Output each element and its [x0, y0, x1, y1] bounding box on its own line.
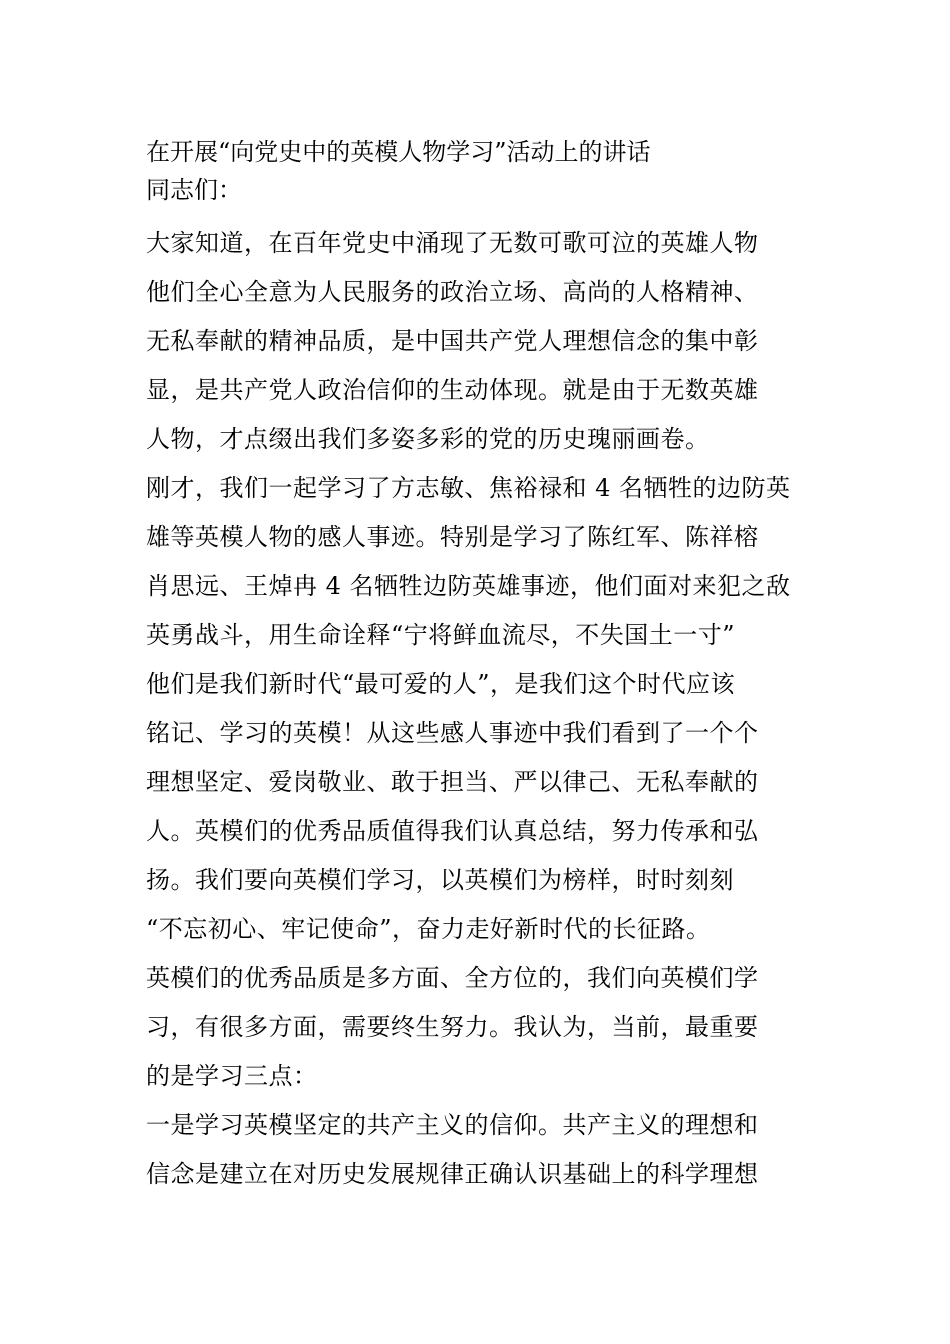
- text-line: 他们是我们新时代“最可爱的人”，是我们这个时代应该: [146, 670, 736, 698]
- paragraph-1: [146, 219, 806, 464]
- paragraph-2: [146, 464, 806, 954]
- text-line: 信念是建立在对历史发展规律正确认识基础上的科学理想: [146, 1160, 759, 1188]
- text-line: 英勇战斗，用生命诠释“宁将鲜血流尽，不失国土一寸”: [146, 621, 736, 649]
- text-line: 扬。我们要向英模们学习，以英模们为榜样，时时刻刻: [146, 866, 734, 894]
- text-line: “不忘初心、牢记使命”，奋力走好新时代的长征路。: [146, 915, 711, 943]
- text-line: 铭记、学习的英模！从这些感人事迹中我们看到了一个个: [146, 719, 759, 747]
- text-line: 他们全心全意为人民服务的政治立场、高尚的人格精神、: [146, 278, 759, 306]
- text-line: 刚才，我们一起学习了方志敏、焦裕禄和 4 名牺牲的边防英: [146, 474, 791, 502]
- text-line: 人。英模们的优秀品质值得我们认真总结，努力传承和弘: [146, 817, 759, 845]
- text-line: 大家知道，在百年党史中涌现了无数可歌可泣的英雄人物: [146, 229, 759, 257]
- text-line: 显，是共产党人政治信仰的生动体现。就是由于无数英雄: [146, 376, 759, 404]
- salutation: 同志们：: [146, 176, 242, 204]
- paragraph-3: [146, 954, 806, 1101]
- text-line: 英模们的优秀品质是多方面、全方位的，我们向英模们学: [146, 964, 759, 992]
- paragraph-4: [146, 1101, 806, 1199]
- text-line: 肖思远、王焯冉 4 名牺牲边防英雄事迹，他们面对来犯之敌: [146, 572, 791, 600]
- text-line: 习，有很多方面，需要终生努力。我认为，当前，最重要: [146, 1013, 759, 1041]
- document-body: [146, 133, 806, 1199]
- text-line: 的是学习三点：: [146, 1062, 318, 1090]
- text-line: 无私奉献的精神品质，是中国共产党人理想信念的集中彰: [146, 327, 759, 355]
- text-line: 理想坚定、爱岗敬业、敢于担当、严以律己、无私奉献的: [146, 768, 759, 796]
- text-line: 一是学习英模坚定的共产主义的信仰。共产主义的理想和: [146, 1111, 759, 1139]
- text-line: 雄等英模人物的感人事迹。特别是学习了陈红军、陈祥榕: [146, 523, 759, 551]
- text-line: 人物，才点缀出我们多姿多彩的党的历史瑰丽画卷。: [146, 425, 710, 453]
- speech-title: 在开展“向党史中的英模人物学习”活动上的讲话: [146, 138, 651, 166]
